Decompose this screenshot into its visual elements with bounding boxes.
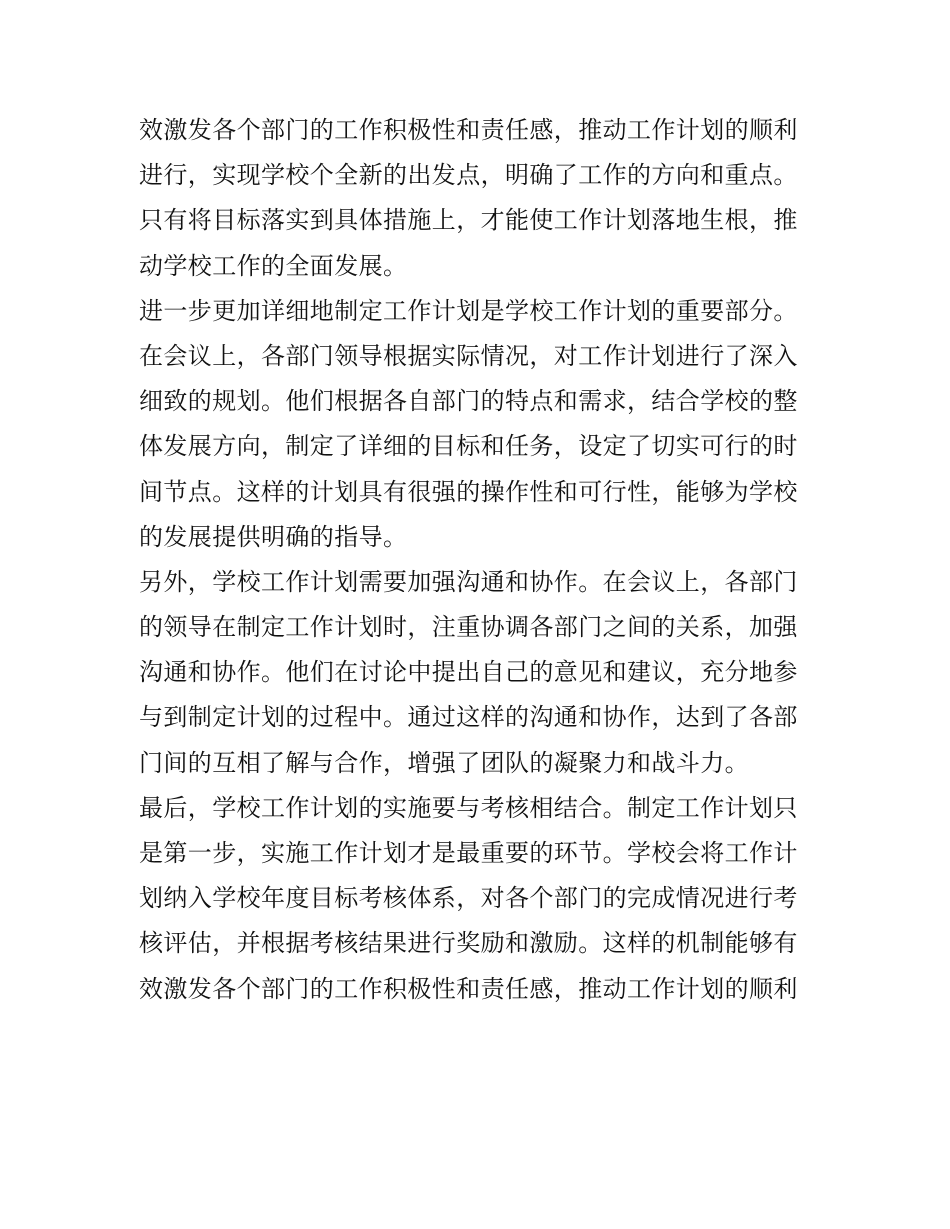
text-line: 沟通和协作。他们在讨论中提出自己的意见和建议，充分地参 — [139, 658, 798, 687]
text-line: 的发展提供明确的指导。 — [139, 522, 408, 551]
text-line: 体发展方向，制定了详细的目标和任务，设定了切实可行的时 — [139, 432, 798, 461]
text-line: 划纳入学校年度目标考核体系，对各个部门的完成情况进行考 — [139, 884, 798, 913]
text-line: 动学校工作的全面发展。 — [139, 251, 408, 280]
body-text — [139, 108, 819, 1012]
text-line: 最后，学校工作计划的实施要与考核相结合。制定工作计划只 — [139, 793, 798, 822]
text-line: 另外，学校工作计划需要加强沟通和协作。在会议上，各部门 — [139, 567, 798, 596]
text-line: 门间的互相了解与合作，增强了团队的凝聚力和战斗力。 — [139, 748, 749, 777]
text-line: 的领导在制定工作计划时，注重协调各部门之间的关系，加强 — [139, 613, 798, 642]
text-line: 间节点。这样的计划具有很强的操作性和可行性，能够为学校 — [139, 477, 798, 506]
text-line: 进行，实现学校个全新的出发点，明确了工作的方向和重点。 — [139, 161, 798, 190]
text-line: 在会议上，各部门领导根据实际情况，对工作计划进行了深入 — [139, 341, 798, 370]
text-line: 与到制定计划的过程中。通过这样的沟通和协作，达到了各部 — [139, 703, 798, 732]
text-line: 效激发各个部门的工作积极性和责任感，推动工作计划的顺利 — [139, 974, 798, 1003]
text-line: 进一步更加详细地制定工作计划是学校工作计划的重要部分。 — [139, 296, 798, 325]
text-line: 效激发各个部门的工作积极性和责任感，推动工作计划的顺利 — [139, 116, 798, 144]
text-line: 只有将目标落实到具体措施上，才能使工作计划落地生根，推 — [139, 206, 798, 235]
text-line: 细致的规划。他们根据各自部门的特点和需求，结合学校的整 — [139, 387, 798, 416]
text-line: 核评估，并根据考核结果进行奖励和激励。这样的机制能够有 — [139, 929, 798, 958]
text-line: 是第一步，实施工作计划才是最重要的环节。学校会将工作计 — [139, 839, 798, 867]
